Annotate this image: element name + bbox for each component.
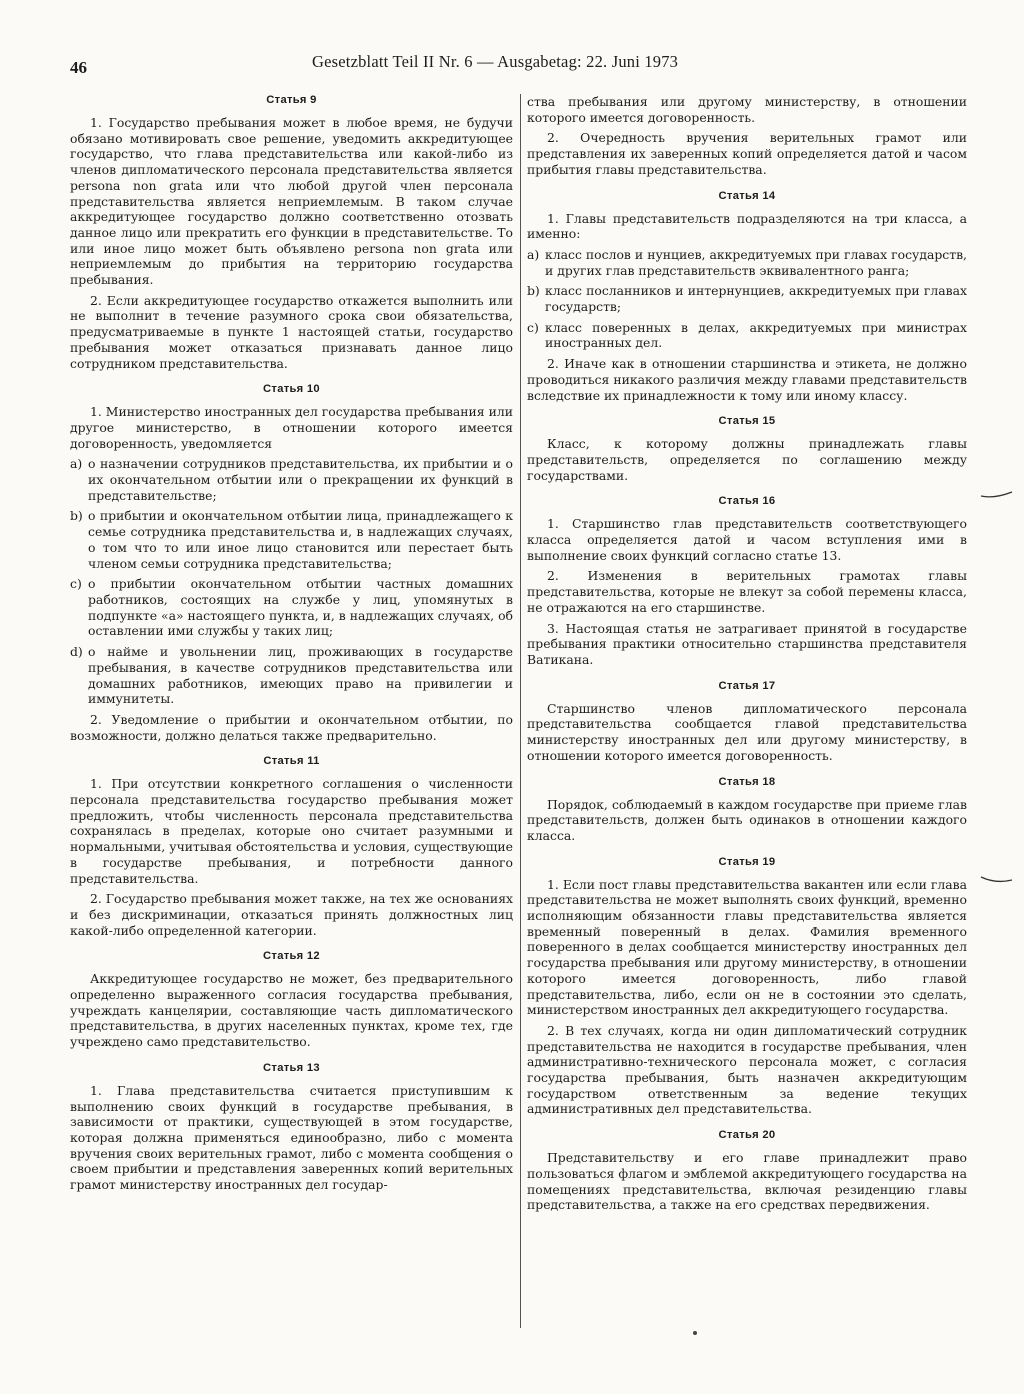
article-20-heading: Статья 20 bbox=[718, 1129, 776, 1142]
article-14-item-c bbox=[527, 320, 967, 351]
article-10-paragraph-1: 1. Министерство иностранных дел государства пребывания или другое министерство, в отношении которого имеется договоренность, уведомляется bbox=[70, 404, 513, 451]
article-9-heading: Статья 9 bbox=[266, 94, 317, 106]
article-19-paragraph-2: 2. В тех случаях, когда ни один дипломатический сотрудник представительства не находится в государстве пребывания, член административно-технического персонала может, с согласия государства пребывания, быть назначен аккредитующим государством ответственным за ведение текущих административных дел представительства. bbox=[527, 1022, 967, 1117]
item-marker: d) bbox=[70, 644, 83, 660]
article-16-paragraph-3: 3. Настоящая статья не затрагивает принятой в государстве пребывания практики относительно старшинства представителя Ватикана. bbox=[527, 620, 967, 667]
article-12-heading: Статья 12 bbox=[263, 950, 320, 963]
article-13-heading: Статья 13 bbox=[263, 1061, 320, 1074]
article-11-paragraph-1: 1. При отсутствии конкретного соглашения о численности персонала представительства государство пребывания может предложить, чтобы численность персонала представительства сохранялась в пределах, которые оно считает разумными и нормальными, учитывая обстоятельства и условия, существующие в государстве пребывания, и потребности данного представительства. bbox=[70, 776, 513, 886]
article-13-paragraph-2: 2. Очередность вручения верительных грамот или представления их заверенных копий определяется датой и часом прибытия главы представительства. bbox=[527, 130, 967, 177]
ink-speck bbox=[693, 1331, 697, 1335]
article-17-heading: Статья 17 bbox=[718, 679, 776, 692]
article-18-heading: Статья 18 bbox=[718, 775, 776, 788]
article-9-paragraph-2: 2. Если аккредитующее государство откажется выполнить или не выполнит в течение разумного срока свои обязательства, предусматриваемые в пункте 1 настоящей статьи, государство пребывания может отказаться признавать данное лицо сотрудником представительства. bbox=[70, 292, 513, 371]
article-14-paragraph-1: 1. Главы представительств подразделяются на три класса, а именно: bbox=[527, 210, 967, 242]
item-marker: c) bbox=[527, 319, 539, 335]
article-10-paragraph-2: 2. Уведомление о прибытии и окончательном отбытии, по возможности, должно делаться также предварительно. bbox=[70, 711, 513, 743]
article-16-paragraph-1: 1. Старшинство глав представительств соответствующего класса определяется датой и часом вступления ими в выполнение своих функций согласно статье 13. bbox=[527, 516, 967, 563]
running-head: Gesetzblatt Teil II Nr. 6 — Ausgabetag: 22. Juni 1973 bbox=[312, 52, 679, 71]
article-13-paragraph-1: 1. Глава представительства считается приступившим к выполнению своих функций в государстве пребывания, в зависимости от практики, существующей в этом государстве, которая должна применяться единообразно, либо с момента вручения своих верительных грамот, либо с момента сообщения о своем прибытии и представления заверенных копий верительных грамот министерству иностранных дел государ- bbox=[70, 1082, 513, 1193]
article-16-paragraph-2: 2. Изменения в верительных грамотах главы представительства, которые не влекут за собой перемены класса, не отражаются на его старшинстве. bbox=[527, 568, 967, 615]
article-16-heading: Статья 16 bbox=[718, 495, 776, 508]
left-column bbox=[70, 94, 513, 1198]
article-19-heading: Статья 19 bbox=[718, 855, 776, 868]
item-text: о прибытии и окончательном отбытии лица, принадлежащего к семье сотрудника представительства и, в надлежащих случаях, о том что то или иное лицо становится или перестает быть членом семьи сотрудника представительства; bbox=[88, 508, 513, 571]
article-9-paragraph-1: 1. Государство пребывания может в любое время, не будучи обязано мотивировать свое решение, уведомить аккредитующее государство, что глава представительства или какой-либо из членов дипломатического персонала представительства является persona non grata или что любой другой член персонала представительства является неприемлемым. В таком случае аккредитующее государство должно соответственно отозвать данное лицо или прекратить его функции в представительстве. То или иное лицо может быть объявлено persona non grata или неприемлемым до прибытия на территорию государства пребывания. bbox=[70, 115, 513, 288]
article-10-item-a bbox=[70, 456, 513, 503]
item-text: класс послов и нунциев, аккредитуемых при главах государств, и других глав представительств эквивалентного ранга; bbox=[545, 246, 967, 278]
article-11-paragraph-2: 2. Государство пребывания может также, на тех же основаниях и без дискриминации, отказаться принять должностных лиц какой-либо определенной категории. bbox=[70, 891, 513, 938]
article-10-item-c bbox=[70, 576, 513, 639]
item-text: о прибытии окончательном отбытии частных домашних работников, состоящих на службе у лиц, упомянутых в подпункте «a» настоящего пункта, и, в надлежащих случаях, об оставлении ими службы у таких лиц; bbox=[88, 576, 513, 639]
article-17-paragraph-1: Старшинство членов дипломатического персонала представительства сообщается главой представительства министерству иностранных дел или другому министерству, в отношении которого имеется договоренность. bbox=[527, 700, 967, 763]
item-text: класс поверенных в делах, аккредитуемых при министрах иностранных дел. bbox=[545, 319, 967, 351]
item-text: о найме и увольнении лиц, проживающих в государстве пребывания, в качестве сотрудников представительства или домашних работников, имеющих право на привилегии и иммунитеты. bbox=[88, 644, 513, 707]
article-19-paragraph-1: 1. Если пост главы представительства вакантен или если глава представительства не может выполнять своих функций, временно исполняющим обязанности главы представительства является временный поверенный в делах. Фамилия временного поверенного в делах сообщается министерству иностранных дел государства пребывания или другому министерству, в отношении которого имеется договоренность, либо главой представительства, либо, если он не в состоянии это сделать, министерством иностранных дел аккредитующего государства. bbox=[527, 876, 967, 1018]
item-marker: c) bbox=[70, 576, 82, 592]
item-marker: a) bbox=[70, 456, 83, 472]
item-marker: a) bbox=[527, 246, 540, 262]
article-13-paragraph-1-continued: ства пребывания или другому министерству, в отношении которого имеется договоренность. bbox=[527, 94, 967, 125]
item-marker: b) bbox=[70, 508, 83, 524]
article-15-paragraph-1: Класс, к которому должны принадлежать главы представительств, определяется по соглашению между государствами. bbox=[527, 436, 967, 483]
item-marker: b) bbox=[527, 283, 540, 299]
article-14-item-b bbox=[527, 283, 967, 314]
article-10-item-b bbox=[70, 508, 513, 571]
article-12-paragraph-1: Аккредитующее государство не может, без предварительного определенно выраженного согласия государства пребывания, учреждать канцелярии, составляющие часть дипломатического представительства, в других населенных пунктах, кроме тех, где учреждено само представительство. bbox=[70, 971, 513, 1050]
article-10-item-d bbox=[70, 644, 513, 707]
item-text: класс посланников и интернунциев, аккредитуемых при главах государств; bbox=[545, 283, 967, 315]
margin-pencil-mark bbox=[980, 490, 1014, 500]
article-18-paragraph-1: Порядок, соблюдаемый в каждом государстве при приеме глав представительств, должен быть одинаков в отношении каждого класса. bbox=[527, 796, 967, 843]
item-text: о назначении сотрудников представительства, их прибытии и о их окончательном отбытии или о прекращении их функций в представительстве; bbox=[88, 456, 513, 503]
article-11-heading: Статья 11 bbox=[263, 755, 320, 768]
page-number: 46 bbox=[70, 58, 87, 77]
article-14-item-a bbox=[527, 247, 967, 278]
article-14-paragraph-2: 2. Иначе как в отношении старшинства и этикета, не должно проводиться никакого различия между главами представительств вследствие их принадлежности к тому или иному классу. bbox=[527, 356, 967, 403]
margin-pencil-mark bbox=[980, 875, 1014, 885]
right-column bbox=[527, 94, 967, 1218]
article-14-heading: Статья 14 bbox=[718, 189, 776, 202]
article-15-heading: Статья 15 bbox=[718, 415, 776, 428]
column-divider bbox=[520, 94, 521, 1328]
article-10-heading: Статья 10 bbox=[263, 383, 320, 396]
article-20-paragraph-1: Представительству и его главе принадлежит право пользоваться флагом и эмблемой аккредитующего государства на помещениях представительства, включая резиденцию главы представительства, а также на его средствах передвижения. bbox=[527, 1150, 967, 1213]
